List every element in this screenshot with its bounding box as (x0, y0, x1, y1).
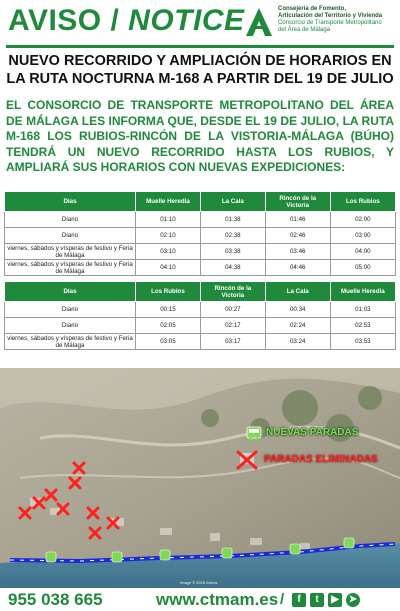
table-cell: viernes, sábados y vísperas de festivo y Feria de Málaga (5, 244, 136, 260)
header-divider (6, 45, 394, 48)
table-cell: 00:34 (265, 302, 330, 318)
notice-word: NOTICE (128, 4, 245, 37)
table-cell: 03:24 (265, 334, 330, 350)
table-cell: 04:10 (136, 260, 201, 276)
table-cell: 02:00 (330, 212, 395, 228)
table-header-row (5, 192, 396, 212)
table-cell: 03:05 (136, 334, 201, 350)
table-cell: viernes, sábados y vísperas de festivo y Feria de Málaga (5, 334, 136, 350)
table-cell: Diario (5, 228, 136, 244)
table-row (5, 334, 396, 350)
column-header: Muelle Heredia (136, 192, 201, 212)
notice-title (8, 4, 245, 38)
column-header: Muelle Heredia (330, 282, 395, 302)
table-cell: Diario (5, 302, 136, 318)
footer (0, 588, 400, 611)
column-header: Rincón de la Victoria (265, 192, 330, 212)
table-cell: 03:17 (200, 334, 265, 350)
phone-number[interactable]: 955 038 665 (8, 590, 103, 609)
table-cell: 03:10 (136, 244, 201, 260)
table-cell: 03:38 (200, 244, 265, 260)
legend-deleted-stops (236, 450, 396, 470)
route-map (0, 368, 400, 588)
headline-line-1: NUEVO RECORRIDO Y AMPLIACIÓN DE HORARIOS EN (8, 53, 392, 69)
table-row (5, 260, 396, 276)
table-cell: 02:10 (136, 228, 201, 244)
headline-line-2: LA RUTA NOCTURNA M-168 A PARTIR DEL 19 DE JULIO (6, 71, 394, 87)
junta-logo-icon (245, 7, 273, 37)
logo-text (278, 6, 398, 34)
legend-deleted-label: PARADAS ELIMINADAS (264, 454, 378, 465)
map-credit: Image © 2016 Airbus (180, 580, 218, 585)
table-cell: 01:46 (265, 212, 330, 228)
column-header: Rincón de la Victoria (200, 282, 265, 302)
headline (4, 52, 396, 88)
column-header: Los Rubios (136, 282, 201, 302)
table-cell: 04:00 (330, 244, 395, 260)
table-row (5, 302, 396, 318)
logo-line-3: Consorcio de Transporte Metropolitano (278, 20, 382, 26)
table-cell: 01:03 (330, 302, 395, 318)
table-row (5, 244, 396, 260)
table-cell: viernes, sábados y vísperas de festivo y Feria de Málaga (5, 260, 136, 276)
logo-line-2: Articulación del Territorio y Vivienda (278, 13, 383, 19)
table-cell: 02:17 (200, 318, 265, 334)
announcement-text: EL CONSORCIO DE TRANSPORTE METROPOLITANO DEL ÁREA DE MÁLAGA LES INFORMA QUE, DESDE EL 19 DE JULIO, LA RUTA M-168 LOS RUBIOS-RINCÓN DE LA VISTORIA-MÁLAGA (BÚHO) TENDRÁ UN NUEVO RECORRIDO HASTA LOS RUBIOS, Y AMPLIARÁ SUS HORARIOS CON NUEVAS EXPEDICIONES: (6, 98, 394, 175)
table-cell: 01:38 (200, 212, 265, 228)
social-separator: / (280, 591, 285, 608)
table-cell: 02:24 (265, 318, 330, 334)
table-cell: 02:05 (136, 318, 201, 334)
twitter-icon[interactable]: t (310, 593, 324, 607)
header (0, 0, 400, 46)
table-cell: Diario (5, 212, 136, 228)
table-row (5, 318, 396, 334)
logo-line-1: Consejería de Fomento, (278, 6, 347, 12)
legend-new-label: NUEVAS PARADAS (266, 427, 359, 438)
table-cell: 05:00 (330, 260, 395, 276)
aviso-word: AVISO (8, 4, 102, 37)
column-header: Días (5, 282, 136, 302)
table-cell: Diario (5, 318, 136, 334)
table-cell: 03:53 (330, 334, 395, 350)
table-cell: 00:27 (200, 302, 265, 318)
table-cell: 02:53 (330, 318, 395, 334)
table-row (5, 212, 396, 228)
table-cell: 04:46 (265, 260, 330, 276)
bus-stop-icon (246, 425, 262, 441)
deleted-stop-icon (236, 450, 258, 470)
logo-line-4: del Área de Málaga (278, 27, 331, 33)
table-cell: 02:38 (200, 228, 265, 244)
column-header: Días (5, 192, 136, 212)
facebook-icon[interactable]: f (292, 593, 306, 607)
aerial-map-image (0, 368, 400, 588)
schedule-table-outbound (4, 191, 396, 276)
table-cell: 03:46 (265, 244, 330, 260)
title-separator: / (101, 4, 129, 37)
youtube-icon[interactable]: ▶ (328, 593, 342, 607)
table-cell: 02:46 (265, 228, 330, 244)
column-header: Los Rubios (330, 192, 395, 212)
table-cell: 04:38 (200, 260, 265, 276)
table-row (5, 228, 396, 244)
column-header: La Cala (265, 282, 330, 302)
table-cell: 00:15 (136, 302, 201, 318)
website-link[interactable]: www.ctmam.es (156, 590, 279, 609)
table-cell: 01:10 (136, 212, 201, 228)
table-header-row (5, 282, 396, 302)
legend-new-stops (246, 425, 396, 443)
telegram-icon[interactable]: ➤ (346, 593, 360, 607)
table-cell: 03:00 (330, 228, 395, 244)
column-header: La Cala (200, 192, 265, 212)
schedule-table-return (4, 281, 396, 350)
